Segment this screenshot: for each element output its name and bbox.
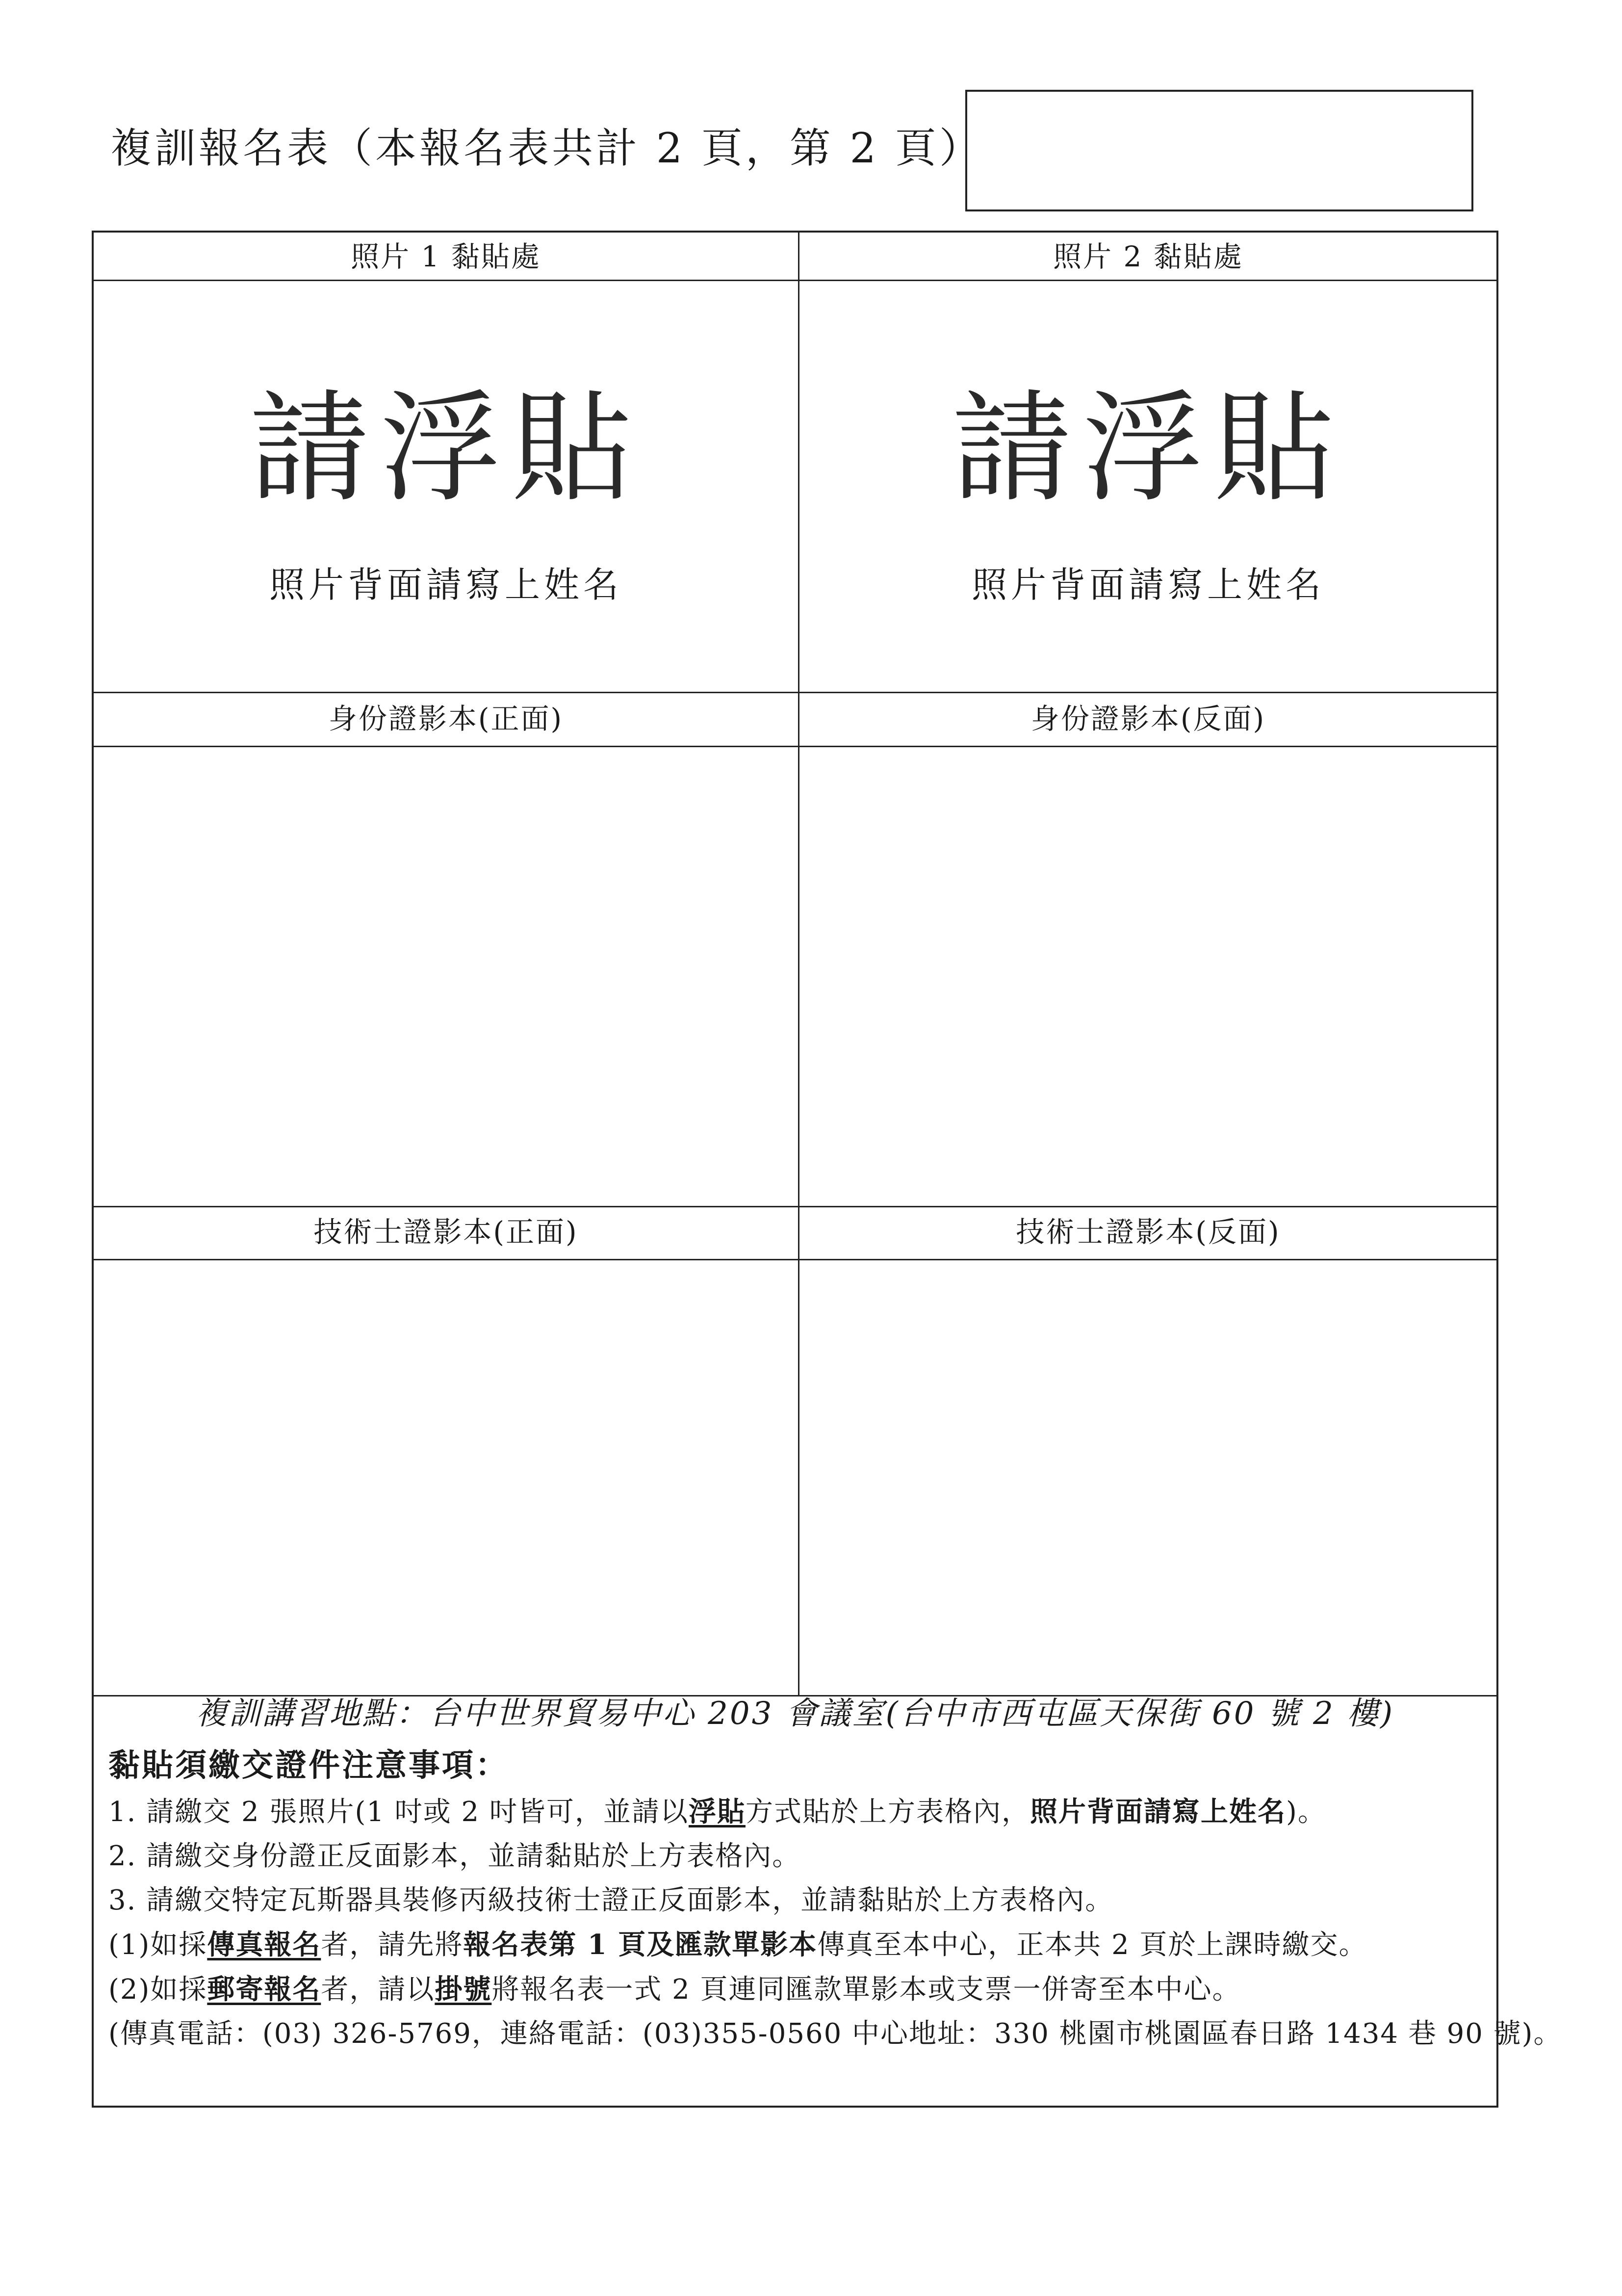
attachment-table <box>92 231 1562 2108</box>
id-front-header: 身份證影本(正面) <box>328 702 564 735</box>
photo2-header: 照片 2 黏貼處 <box>1053 240 1243 273</box>
cert-back-header: 技術士證影本(反面) <box>1016 1215 1281 1249</box>
photo1-note: 照片背面請寫上姓名 <box>269 564 622 605</box>
note-emphasis: 浮貼 <box>688 1796 746 1828</box>
note-text: 將報名表一式 2 頁連同匯款單影本或支票一併寄至本中心。 <box>491 1974 1241 2006</box>
cert-front-header: 技術士證影本(正面) <box>313 1215 578 1249</box>
note-fax <box>108 1931 1496 1959</box>
row-divider <box>94 1206 1496 1207</box>
note-emphasis: 掛號 <box>435 1973 492 2006</box>
note-emphasis: 傳真報名 <box>207 1929 321 1961</box>
photo1-paste-text: 請浮貼 <box>249 379 643 519</box>
row-divider <box>94 692 1496 693</box>
notes-title: 黏貼須繳交證件注意事項： <box>108 1747 509 1784</box>
note-1 <box>108 1798 1496 1826</box>
page-title: 複訓報名表（本報名表共計 2 頁，第 2 頁） <box>110 124 983 172</box>
note-text: 者，請先將 <box>321 1929 463 1961</box>
venue-line: 複訓講習地點：台中世界貿易中心 203 會議室(台中市西屯區天保街 60 號 2 樓) <box>195 1696 1395 1732</box>
photo1-header: 照片 1 黏貼處 <box>351 240 541 273</box>
note-3: 3. 請繳交特定瓦斯器具裝修丙級技術士證正反面影本，並請黏貼於上方表格內。 <box>108 1884 1114 1916</box>
note-text: (1)如採 <box>108 1929 207 1961</box>
row-divider <box>94 746 1496 747</box>
note-text: (2)如採 <box>108 1974 207 2006</box>
note-emphasis: 報名表第 1 頁及匯款單影本 <box>463 1929 818 1961</box>
photo2-paste-text: 請浮貼 <box>952 379 1345 519</box>
row-divider <box>94 280 1496 281</box>
note-emphasis: 照片背面請寫上姓名 <box>1030 1796 1286 1828</box>
note-text: 1. 請繳交 2 張照片(1 吋或 2 吋皆可，並請以 <box>108 1796 689 1828</box>
id-back-header: 身份證影本(反面) <box>1030 702 1266 735</box>
note-text: 方式貼於上方表格內， <box>745 1796 1030 1828</box>
row-divider <box>94 1259 1496 1260</box>
note-text: )。 <box>1286 1796 1326 1828</box>
office-use-box <box>965 90 1473 211</box>
photo2-note: 照片背面請寫上姓名 <box>971 564 1325 605</box>
notes-section <box>94 1696 1562 2050</box>
note-emphasis: 郵寄報名 <box>207 1973 321 2006</box>
contact-info: (傳真電話：(03) 326-5769，連絡電話：(03)355-0560 中心地址：330 桃園市桃園區春日路 1434 巷 90 號)。 <box>108 2018 1562 2050</box>
note-2: 2. 請繳交身份證正反面影本，並請黏貼於上方表格內。 <box>108 1840 801 1872</box>
note-text: 者，請以 <box>321 1974 435 2006</box>
note-mail <box>108 1973 1496 2006</box>
note-text: 傳真至本中心，正本共 2 頁於上課時繳交。 <box>817 1929 1367 1961</box>
